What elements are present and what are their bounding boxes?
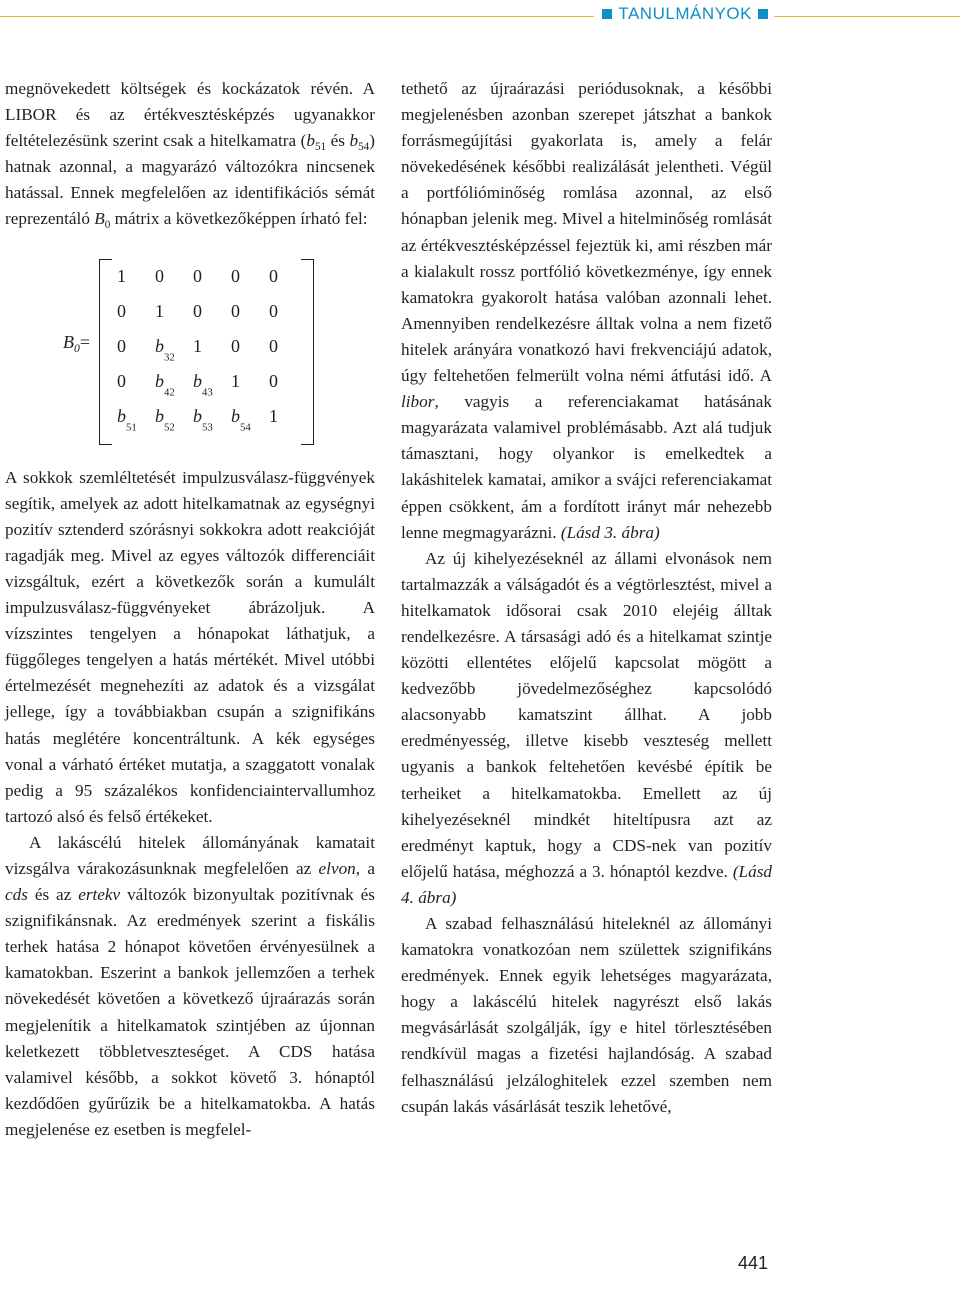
paragraph [5,76,375,233]
section-label-text: TANULMÁNYOK [618,4,752,23]
matrix-cell [113,403,151,434]
text-run: tethető az újraárazási periódusoknak, a későbbi megjelenésben azonban szerepet játszhat a bankok forrásmegújítási gyakorlata is, amely a felár növekedésének későbbi realizálását jelentheti. Végül a portfólióminőség romlása azonnal, az első hónapban jelenik meg. Mivel a hitelminőség romlását az értékvesztésképzéssel fejeztük ki, ami részben már a kialakult rossz portfólió következménye, így ennek kamatokra gyakorolt hatása valóban azonnali lehet. Amennyiben rendelkezésre álltak volna a nem fizető hitelek arányára vonatkozó havi frekvenciájú adatok, úgy feltehetően felmerült volna némi átfutási idő. A [401,79,772,386]
matrix-cell [113,298,151,324]
left-column [5,76,375,1143]
paragraph: A szabad felhasználású hiteleknél az állományi kamatokra vonatkozóan nem születtek szignifikáns eredmények. Ennek egyik lehetséges magyarázata, hogy a lakáscélú hitelek nagyrészt első lakás megvásárlását szolgálják, így e hitel törlesztésében rendkívül magas a fizetési hajlandóság. A szabad felhasználású jelzáloghitelek ezzel szemben nem csupán lakás vásárlását teszik lehetővé, [401,914,772,1116]
matrix-cell-value: 0 [231,336,240,357]
matrix-cell [151,263,189,289]
paragraph [401,76,772,546]
text-run: és [326,131,350,151]
paragraph [5,830,375,1143]
variable-ertekv: ertekv [78,885,121,905]
matrix-bracket-right [301,259,314,445]
subscript: 0 [104,219,111,232]
matrix-cell-value: 0 [155,266,164,287]
matrix-cell-value: 0 [117,301,126,322]
equals-sign: = [79,331,90,352]
matrix-cell [189,263,227,289]
matrix-cell [151,333,189,364]
subscript: 51 [314,141,327,154]
matrix-cell-value: b [117,406,126,427]
variable-b54: b [349,131,359,151]
running-header [0,0,960,40]
matrix-cell-value: 1 [231,371,240,392]
matrix-cell-subscript: 51 [126,421,137,434]
matrix-cell-value: 0 [193,266,202,287]
matrix-cell-value: 0 [269,266,278,287]
matrix-row [113,329,303,364]
matrix-cell-value: 0 [193,301,202,322]
variable-libor: libor [401,392,435,412]
matrix-cell-value: 0 [269,301,278,322]
matrix-cell-value: 0 [231,301,240,322]
matrix-row [113,399,303,434]
matrix-cell [265,403,303,429]
header-rule [0,16,960,17]
matrix-cell [227,263,265,289]
page-number: 441 [738,1253,769,1273]
matrix-cell [227,368,265,394]
matrix-cell [227,403,265,434]
matrix-cell-value: b [193,371,202,392]
matrix-row [113,259,303,294]
matrix-cell-subscript: 43 [202,386,213,399]
matrix-cell [265,298,303,324]
matrix-cell [265,333,303,359]
matrix-cell-value: 0 [231,266,240,287]
matrix-cell [227,333,265,359]
matrix-cell [113,333,151,359]
matrix-grid [113,259,303,434]
matrix-cell-value: 1 [269,406,278,427]
matrix-cell-value: b [155,406,164,427]
text-run: , a [355,858,375,878]
matrix-cell [151,403,189,434]
figure-reference: (Lásd 3. ábra) [560,522,660,542]
paragraph [401,546,772,911]
paragraph: A sokkok szemléltetését impulzusválasz-függvények segítik, amelyek az adott hitelkamatnak az egységnyi pozitív sztenderd szórásnyi sokkokra adott reakcióját ragadják meg. Mivel az egyes változók differenciáit vizsgáltuk, ezért a következők során a kumulált impulzusválasz-függvényeket ábrázoljuk. A vízszintes tengelyen a hónapokat láthatjuk, a függőleges tengelyen a hatás mértékét. Mivel utóbbi értelmezését megnehezíti az adatok és a vizsgálat jellege, így a továbbiakban csupán a szignifikáns hatás meglétére koncentráltunk. A kék egységes vonal a várható értéket mutatja, a szaggatott vonalak pedig a 95 százalékos konfidenciaintervallumhoz tartozó alsó és felső értékeket. [5,467,375,826]
matrix-cell-value: 0 [269,371,278,392]
matrix-cell-subscript: 42 [164,386,175,399]
matrix-cell-value: 1 [117,266,126,287]
subscript: 54 [358,141,370,154]
identification-matrix [5,251,375,449]
text-run: és az [27,885,79,905]
variable-elvon: elvon [318,858,356,878]
matrix-row [113,294,303,329]
matrix-cell-value: 1 [193,336,202,357]
matrix-cell [113,368,151,394]
figure-reference: (Lásd 4. ábra) [401,861,772,907]
matrix-cell [151,368,189,399]
text-run: változók bizonyultak pozitívnak és szignifikánsnak. Az eredmények szerint a fiskális terhek hatása 2 hónapot követően érvényesülnek a kamatokban. Eszerint a bankok jellemzően a terhek növekedését követően a következő újraárazás során megjelenítik a hitelkamatok szintjében az újonnan keletkezett többletveszteséget. A CDS hatása valamivel később, a sokkot követő 3. hónaptól kezdődően gyűrűzik be a hitelkamatokba. A hatás megjelenése ez esetben is megfelel- [5,885,375,1139]
variable-cds: cds [5,885,28,905]
variable-B0: B [94,209,105,229]
matrix-cell-value: b [231,406,240,427]
matrix-row [113,364,303,399]
matrix-cell-value: 0 [269,336,278,357]
matrix-cell [189,333,227,359]
matrix-cell [151,298,189,324]
text-run: A lakáscélú hitelek állományának kamatait vizsgálva várakozásunknak megfelelően az [5,832,375,878]
square-bullet-icon [758,9,768,19]
text-run: ) hatnak azonnal, a magyarázó változókra nincsenek hatással. Ennek megfelelően az identifikációs sémát reprezentáló [5,131,375,229]
matrix-cell-value: b [155,371,164,392]
matrix-cell-subscript: 54 [240,421,251,434]
matrix-cell-value: b [193,406,202,427]
matrix-symbol: B [63,331,74,352]
right-column [401,76,772,1120]
matrix-cell-value: b [155,336,164,357]
matrix-cell [113,263,151,289]
matrix-cell-value: 0 [117,336,126,357]
matrix-cell [189,368,227,399]
matrix-cell [265,263,303,289]
matrix-label [63,329,90,355]
matrix-cell-value: 1 [155,301,164,322]
matrix-cell [189,298,227,324]
text-run: megnövekedett költségek és kockázatok révén. A LIBOR és az értékvesztésképzés ugyanakkor feltételezésünk szerint csak a hitelkamatra ( [5,79,375,151]
matrix-bracket-left [99,259,112,445]
matrix-cell [227,298,265,324]
matrix-cell-subscript: 53 [202,421,213,434]
matrix-cell-subscript: 32 [164,351,175,364]
matrix-cell-value: 0 [117,371,126,392]
matrix-cell [189,403,227,434]
matrix-cell-subscript: 52 [164,421,175,434]
section-label [594,4,774,24]
matrix-symbol-subscript: 0 [74,341,80,355]
text-run: Az új kihelyezéseknél az állami elvonások nem tartalmazzák a válságadót és a végtörlesztést, mivel a hitelkamatok idősorai csak 2010 elejéig álltak rendelkezésre. A társasági adó és a hitelkamat szintje közötti ellentétes előjelű kapcsolat mögött a kedvezőbb jövedelmezőséghez kapcsolódó alacsonyabb kamatszint állhat. A jobb eredményesség, illetve kisebb veszteség mellett ugyanis a bankok feltehetően kevésbé építik be terheiket a hitelkamatokba. Emellett az új kihelyezéseknél mindkét hiteltípusra azt az eredményt kaptuk, hogy a CDS-nek van pozitív előjelű hatása, méghozzá a 3. hónaptól kezdve. [401,548,772,881]
variable-b51: b [306,131,315,151]
text-run: , vagyis a referenciakamat hatásának magyarázata valamivel problémásabb. Azt alá tudjuk támasztani, hogy olyankor is emelkedtek a lakáshitelek kamatai, amikor a svájci referenciakamat éppen csökkent, ám a fordított irányt már nehezebb lenne megmagyarázni. [401,392,772,542]
matrix-cell [265,368,303,394]
square-bullet-icon [602,9,612,19]
text-run: mátrix a következőképpen írható fel: [110,209,368,229]
